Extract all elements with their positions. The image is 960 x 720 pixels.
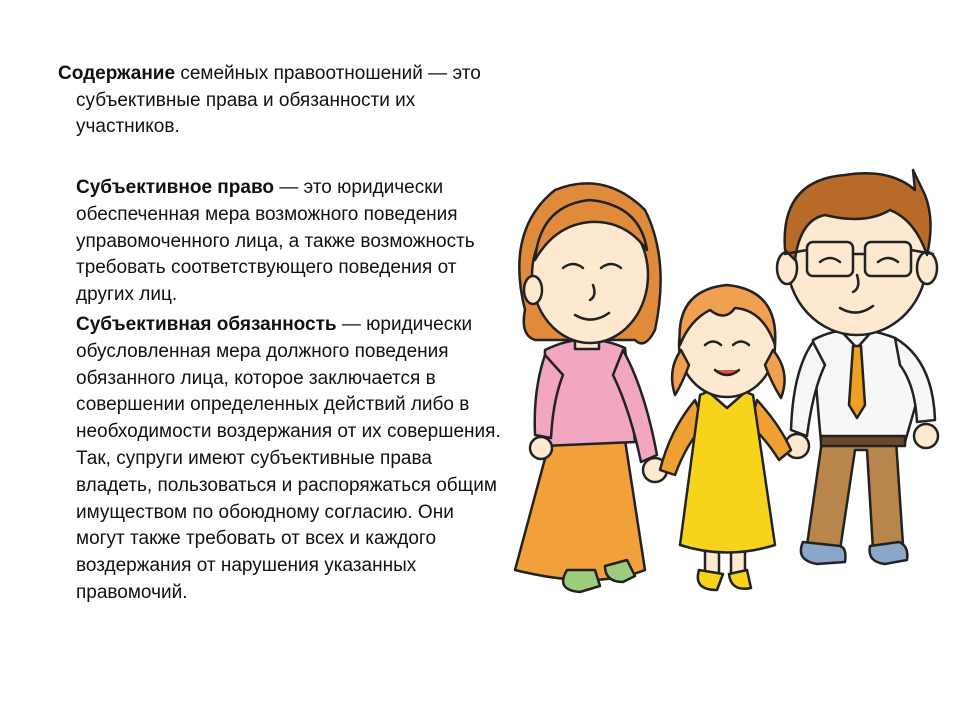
family-illustration-icon [495, 150, 960, 610]
subjective-duty-term: Субъективная обязанность [76, 313, 337, 335]
intro-text: семейных правоотношений — это субъективные права и обязанности их участников. [76, 63, 481, 137]
subjective-duty-text: — юридически обусловленная мера должного поведения обязанного лица, которое заключается в совершении определенных действий либо в необходимости воздержания от их совершения. [76, 313, 501, 443]
subjective-duty-paragraph [76, 312, 501, 446]
example-paragraph: Так, супруги имеют субъективные права владеть, пользоваться и распоряжаться общим имуществом по обоюдному согласию. Они могут также требовать от всех и каждого воздержания от нарушения указанных правомочий. [76, 447, 497, 603]
subjective-right-text: — это юридически обеспеченная мера возможного поведения управомоченного лица, а также возможность требовать соответствующего поведения от других лиц. [76, 177, 475, 306]
intro-paragraph [58, 61, 516, 141]
definitions-block [76, 175, 501, 607]
intro-term: Содержание [58, 63, 176, 84]
subjective-right-paragraph [76, 175, 501, 309]
subjective-right-term: Субъективное право [76, 177, 274, 198]
